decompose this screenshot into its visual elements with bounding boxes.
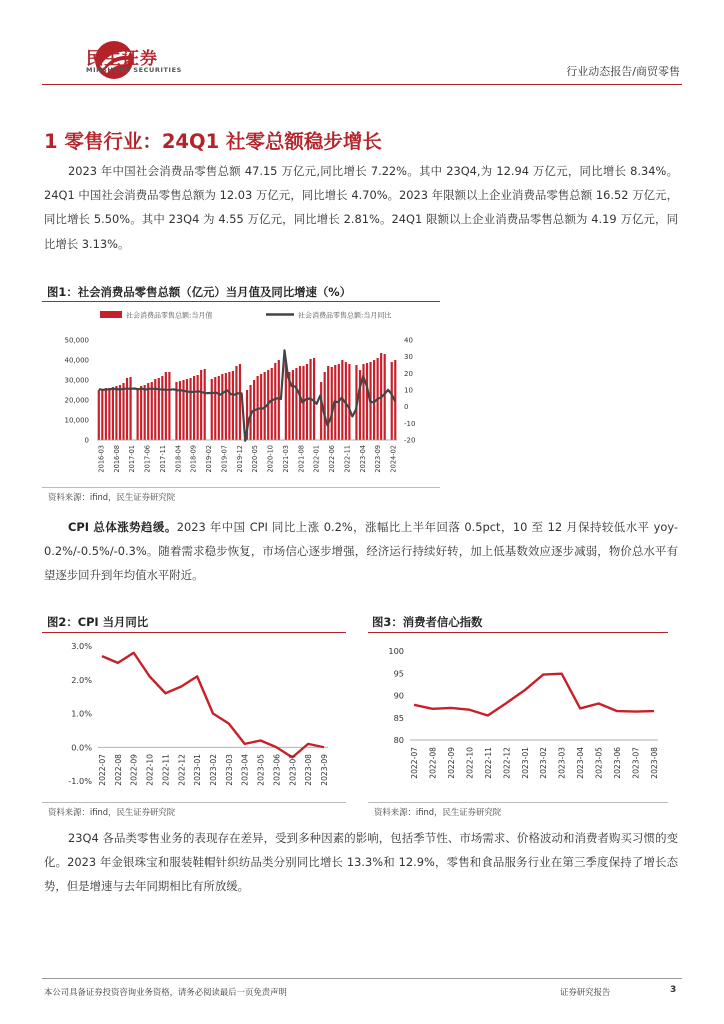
paragraph-cpi xyxy=(44,515,678,588)
x-tick-label: 2023-03 xyxy=(224,754,234,786)
x-tick-label: 2017-11 xyxy=(158,445,167,473)
section-title: 1 零售行业：24Q1 社零总额稳步增长 xyxy=(44,130,382,153)
y-tick-label: 80 xyxy=(393,735,404,745)
bar xyxy=(214,377,216,440)
y-tick-label: 3.0% xyxy=(71,641,92,651)
bar xyxy=(129,377,131,440)
bar xyxy=(324,372,326,440)
x-tick-label: 2016-03 xyxy=(97,445,106,473)
bar xyxy=(108,388,110,440)
figure3-source-rule xyxy=(368,802,668,803)
y-tick-label: 1.0% xyxy=(71,708,92,719)
footer-divider xyxy=(42,978,682,979)
x-tick-label: 2022-01 xyxy=(312,445,321,473)
figure1-title: 图1：社会消费品零售总额（亿元）当月值及同比增速（%） xyxy=(47,285,352,299)
series-line xyxy=(414,674,654,716)
paragraph-retail-sales: 2023 年中国社会消费品零售总额 47.15 万亿元,同比增长 7.22%。其中 23Q4,为 12.94 万亿元，同比增长 8.34%。24Q1 中国社会消费品零售总额为 12.03 万亿元，同比增长 4.70%。2023 年限额以上企业消费品零售总额 16.52 万亿元，同比增长 5.50%。其中 23Q4 为 4.55 万亿元，同比增长 2.81%。24Q1 限额以上企业消费品零售总额为 4.19 万亿元，同比增长 3.13%。 xyxy=(44,164,678,251)
y-tick-label: 95 xyxy=(393,668,404,679)
x-tick-label: 2022-11 xyxy=(483,747,493,779)
footer-label: 证券研究报告 xyxy=(560,987,611,997)
x-tick-label: 2018-09 xyxy=(189,445,198,473)
legend-label-bar: 社会消费品零售总额:当月值 xyxy=(126,311,213,320)
figure3-source: 资料来源：ifind，民生证券研究院 xyxy=(374,807,502,817)
bar xyxy=(186,379,188,440)
x-tick-label: 2022-09 xyxy=(446,747,456,779)
y-left-tick-label: 40,000 xyxy=(64,356,89,365)
paragraph-category-sales: 23Q4 各品类零售业务的表现存在差异，受到多种因素的影响，包括季节性、市场需求、价格波动和消费者购买习惯的变化。2023 年金银珠宝和服装鞋帽针织纺品类分别同比增长 13.3%和 12.9%，零售和食品服务行业在第三季度保持了增长态势，但是增速与去年同期相比有所放缓。 xyxy=(44,831,678,894)
chart-retail-sales xyxy=(42,302,442,486)
x-tick-label: 2023-04 xyxy=(240,754,250,786)
bar xyxy=(327,366,329,440)
y-right-tick-label: 0 xyxy=(404,403,409,412)
bar xyxy=(235,366,237,440)
x-tick-label: 2021-08 xyxy=(297,445,306,473)
bar xyxy=(140,386,142,440)
x-tick-label: 2022-06 xyxy=(328,445,337,473)
x-tick-label: 2016-08 xyxy=(112,445,121,473)
bar xyxy=(189,378,191,440)
y-right-tick-label: 10 xyxy=(404,386,413,395)
x-tick-label: 2017-06 xyxy=(143,445,152,473)
series-line xyxy=(102,653,324,758)
bar xyxy=(119,385,121,440)
footer-disclaimer: 本公司具备证券投资咨询业务资格，请务必阅读最后一页免责声明 xyxy=(44,987,287,997)
y-tick-label: -1.0% xyxy=(68,776,92,786)
figure2-title: 图2：CPI 当月同比 xyxy=(47,615,149,629)
brand-name-cn: 民生证券 xyxy=(86,49,158,69)
chart-cpi xyxy=(42,633,346,801)
x-tick-label: 2022-12 xyxy=(177,754,187,786)
header-divider xyxy=(42,84,682,85)
bar xyxy=(391,362,393,440)
x-tick-label: 2023-04 xyxy=(576,747,586,779)
bar xyxy=(331,367,333,440)
bar xyxy=(147,383,149,440)
figure1-source: 资料来源：ifind，民生证券研究院 xyxy=(48,492,176,502)
x-tick-label: 2023-02 xyxy=(209,754,218,786)
x-tick-label: 2022-09 xyxy=(129,754,139,786)
bar xyxy=(115,386,117,440)
bar xyxy=(151,382,153,440)
x-tick-label: 2017-01 xyxy=(128,445,137,473)
bar xyxy=(101,389,103,440)
bar xyxy=(98,390,100,440)
bar xyxy=(271,368,273,440)
x-tick-label: 2023-01 xyxy=(520,747,530,779)
bar xyxy=(211,379,213,440)
x-tick-label: 2023-07 xyxy=(288,754,298,786)
y-tick-label: 100 xyxy=(388,646,404,656)
x-tick-label: 2023-05 xyxy=(594,747,604,779)
x-tick-label: 2020-10 xyxy=(266,445,275,473)
x-tick-label: 2023-09 xyxy=(320,754,329,786)
brand-name-en: MINSHENG SECURITIES xyxy=(86,66,182,74)
x-tick-label: 2023-01 xyxy=(193,754,203,786)
bar xyxy=(384,354,386,440)
x-tick-label: 2023-07 xyxy=(631,747,641,779)
y-tick-label: 85 xyxy=(393,712,404,723)
y-left-tick-label: 20,000 xyxy=(64,396,89,405)
bar xyxy=(158,378,160,440)
x-tick-label: 2024-02 xyxy=(389,445,398,473)
bar xyxy=(182,380,184,440)
x-tick-label: 2019-02 xyxy=(205,445,214,473)
bar xyxy=(260,374,262,440)
x-tick-label: 2022-10 xyxy=(145,754,155,786)
x-tick-label: 2023-08 xyxy=(304,754,314,786)
bar xyxy=(126,378,128,440)
bar xyxy=(274,363,276,440)
x-tick-label: 2022-07 xyxy=(410,747,419,779)
bar xyxy=(122,383,124,440)
x-tick-label: 2022-08 xyxy=(113,754,123,786)
bar xyxy=(366,363,368,440)
x-tick-label: 2023-08 xyxy=(650,747,659,779)
y-tick-label: 2.0% xyxy=(71,674,92,685)
figure2-source-rule xyxy=(42,802,346,803)
bar xyxy=(218,376,220,440)
bar xyxy=(278,360,280,440)
x-tick-label: 2023-03 xyxy=(557,747,567,779)
bar xyxy=(320,382,322,440)
x-tick-label: 2022-08 xyxy=(428,747,438,779)
bar xyxy=(239,364,241,440)
bar xyxy=(161,376,163,440)
y-right-tick-label: -10 xyxy=(404,419,416,428)
chart-consumer-confidence xyxy=(368,633,668,801)
x-tick-label: 2023-02 xyxy=(539,747,549,779)
bar xyxy=(204,369,206,440)
x-tick-label: 2019-07 xyxy=(220,445,229,473)
x-tick-label: 2018-04 xyxy=(174,445,183,473)
x-tick-label: 2022-11 xyxy=(161,754,171,786)
figure1-source-rule xyxy=(42,487,440,488)
figure3-title: 图3：消费者信心指数 xyxy=(372,615,483,629)
x-tick-label: 2022-12 xyxy=(502,747,512,779)
report-type: 行业动态报告/商贸零售 xyxy=(566,65,680,78)
bar xyxy=(225,373,227,440)
legend-swatch-bar xyxy=(100,311,122,318)
x-tick-label: 2022-11 xyxy=(343,445,352,473)
bar xyxy=(197,375,199,440)
paragraph-cpi-body: 2023 年中国 CPI 同比上涨 0.2%，涨幅比上半年回落 0.5pct，10 至 12 月保持较低水平 yoy-0.2%/-0.5%/-0.3%。随着需求稳步恢复，市场信心逐步增强，经济运行持续好转，加上低基数效应逐步减弱，物价总水平有望逐步回升到年均值水平附近。 xyxy=(44,520,678,583)
bar xyxy=(313,358,315,440)
y-left-tick-label: 30,000 xyxy=(64,376,89,385)
legend-label-line: 社会消费品零售总额:当月同比 xyxy=(298,311,392,320)
x-tick-label: 2023-06 xyxy=(613,747,623,779)
y-left-tick-label: 0 xyxy=(84,436,89,445)
x-tick-label: 2023-09 xyxy=(374,445,383,473)
y-tick-label: 0.0% xyxy=(71,742,92,753)
bar xyxy=(137,388,139,440)
bar xyxy=(306,364,308,440)
bar xyxy=(165,372,167,440)
y-tick-label: 90 xyxy=(393,690,404,701)
bar xyxy=(200,370,202,440)
paragraph-cpi-lead: CPI 总体涨势趋缓。 xyxy=(68,520,177,534)
y-right-tick-label: -20 xyxy=(404,436,416,445)
x-tick-label: 2020-05 xyxy=(251,445,260,473)
page-number: 3 xyxy=(670,985,677,995)
bar xyxy=(295,368,297,440)
x-tick-label: 2022-10 xyxy=(465,747,475,779)
x-tick-label: 2023-04 xyxy=(358,445,367,473)
x-tick-label: 2021-03 xyxy=(281,445,290,473)
x-tick-label: 2023-06 xyxy=(272,754,282,786)
y-right-tick-label: 20 xyxy=(404,369,413,378)
y-right-tick-label: 30 xyxy=(404,353,413,362)
x-tick-label: 2023-05 xyxy=(256,754,266,786)
bar xyxy=(348,364,350,440)
bar xyxy=(299,366,301,440)
x-tick-label: 2022-07 xyxy=(98,754,107,786)
bar xyxy=(221,374,223,440)
bar xyxy=(292,370,294,440)
y-left-tick-label: 10,000 xyxy=(64,416,89,425)
figure2-source: 资料来源：ifind，民生证券研究院 xyxy=(48,807,176,817)
x-tick-label: 2019-12 xyxy=(235,445,244,473)
bar xyxy=(144,385,146,440)
y-right-tick-label: 40 xyxy=(404,336,413,345)
bar xyxy=(168,372,170,440)
bar xyxy=(105,388,107,440)
y-left-tick-label: 50,000 xyxy=(64,336,89,345)
bar xyxy=(193,376,195,440)
bar xyxy=(112,387,114,440)
bar xyxy=(232,371,234,440)
bar xyxy=(228,372,230,440)
